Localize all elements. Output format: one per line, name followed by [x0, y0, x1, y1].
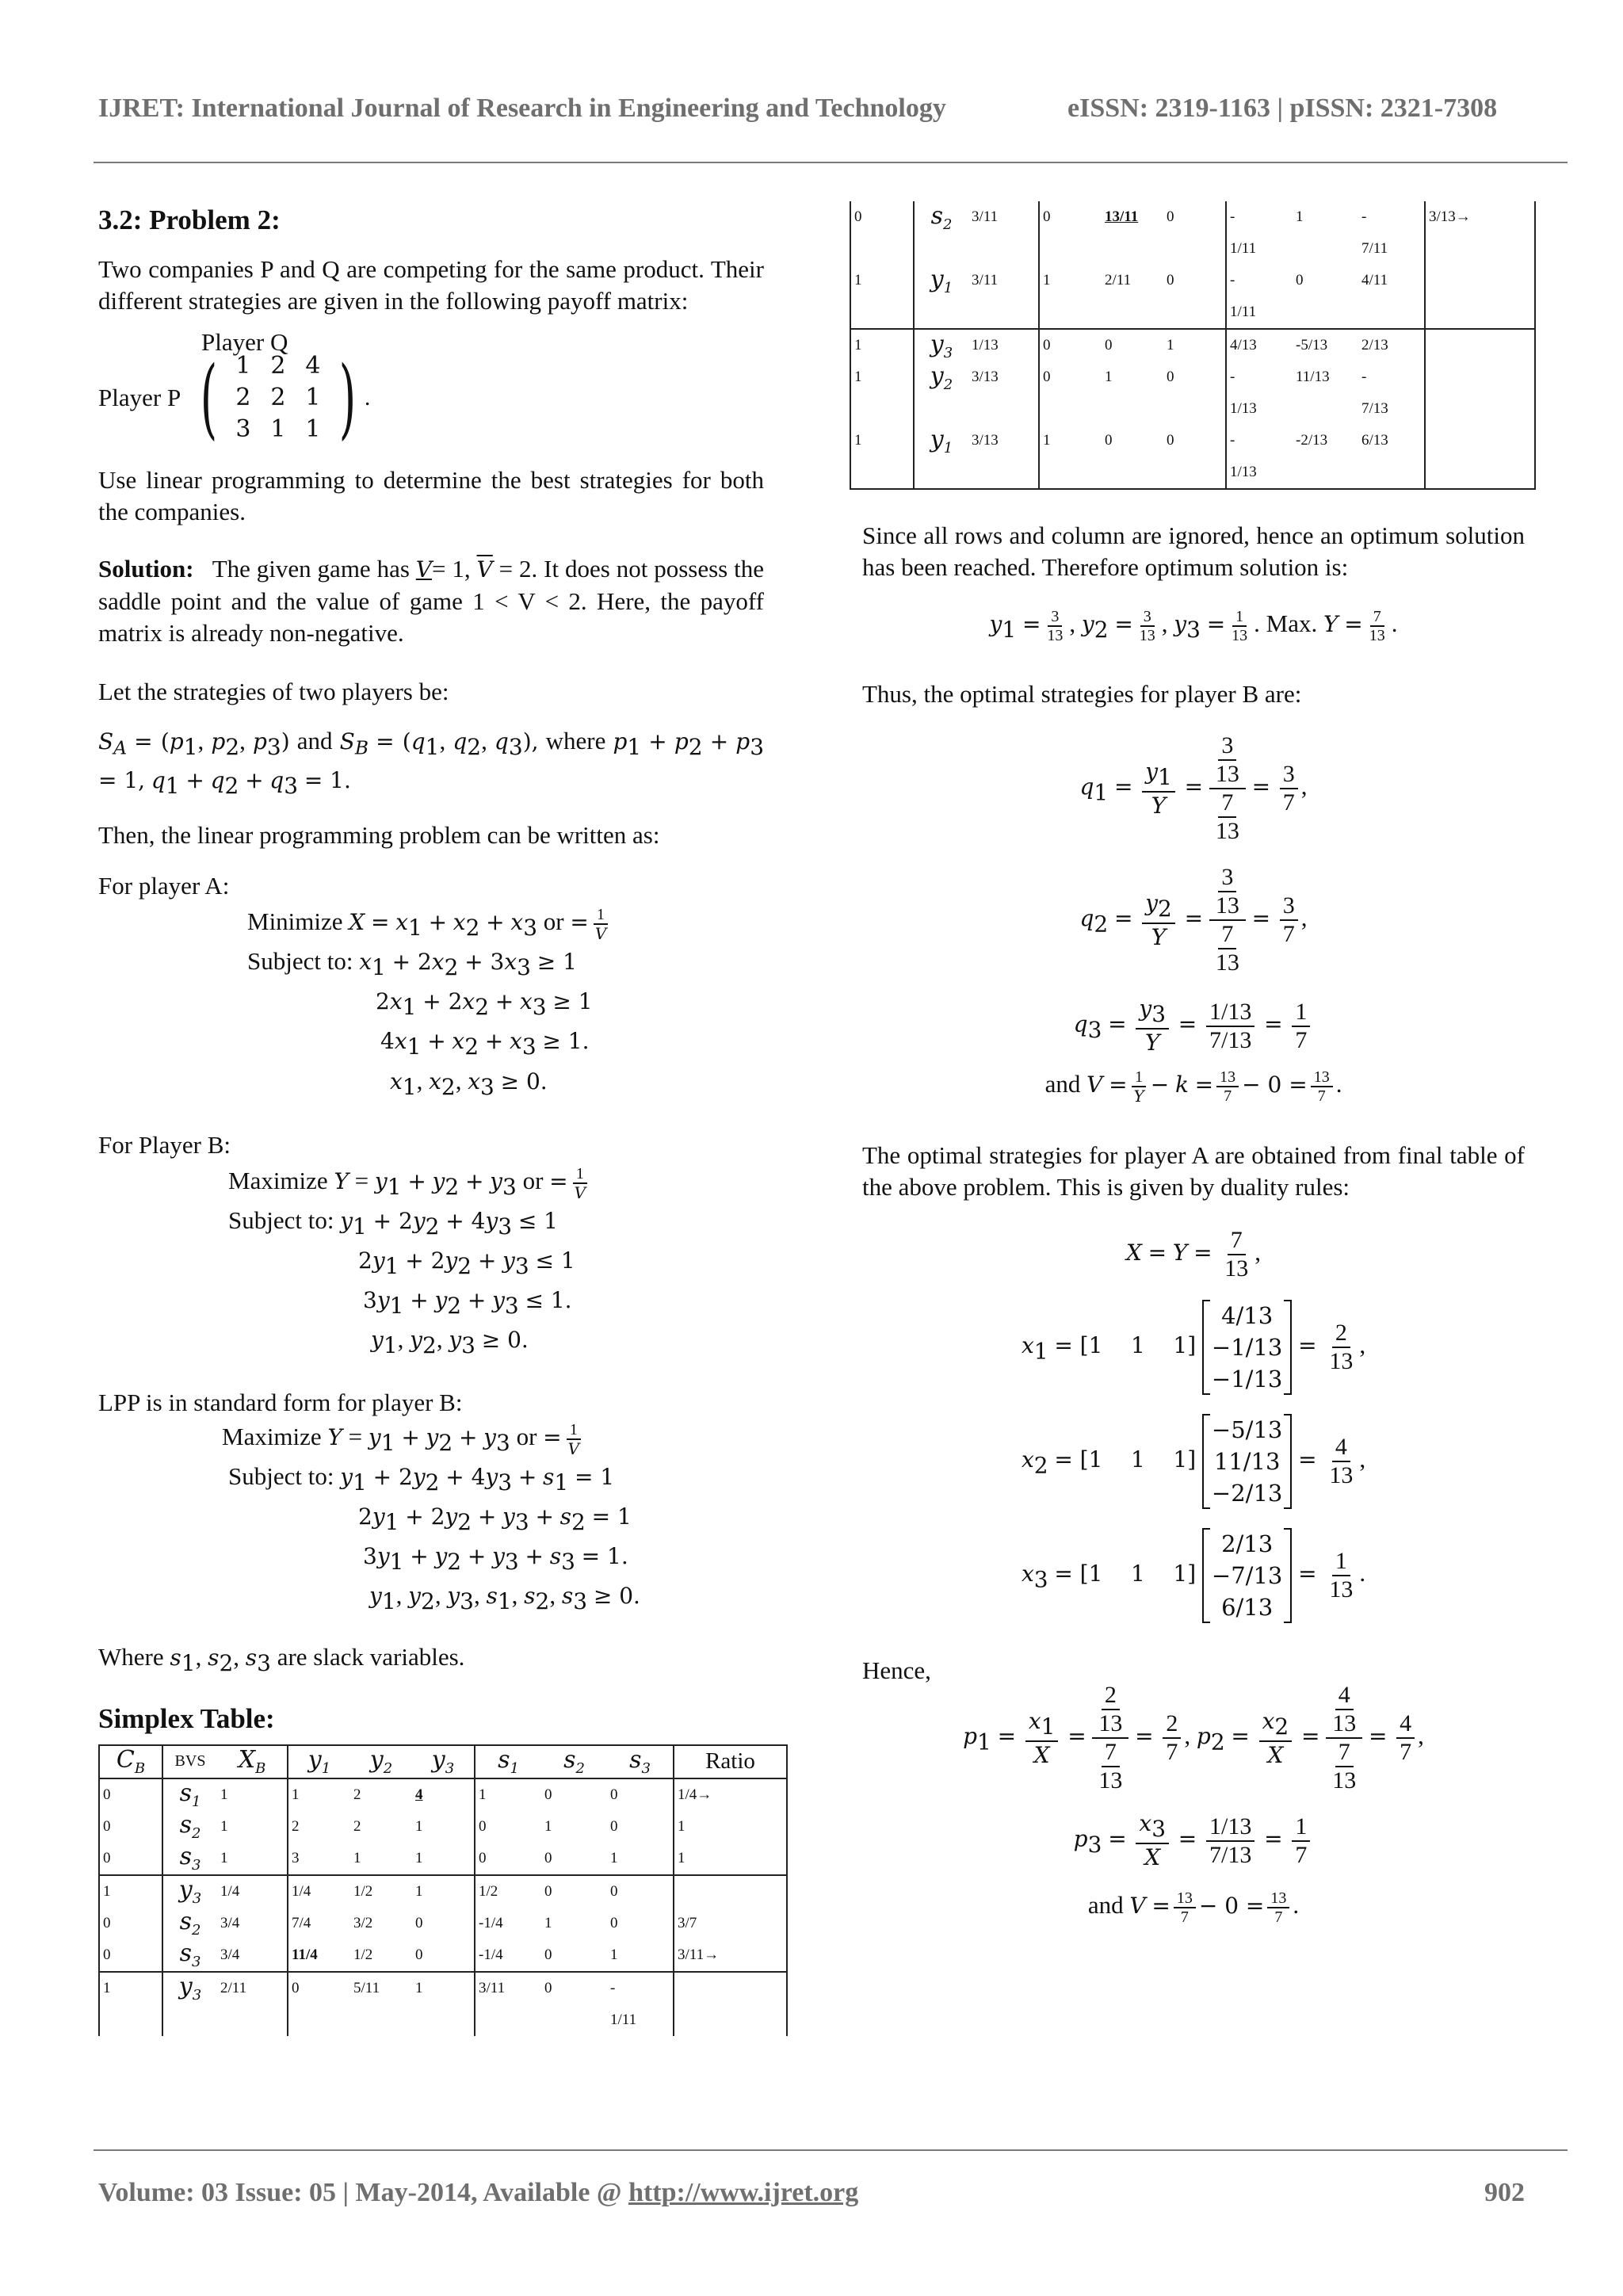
simplex-table-part2: [850, 201, 1536, 490]
header-rule: [94, 162, 1568, 163]
table-row: 0 $s_2$ 3/11 0 13/11 0 - 1 - 3/13→: [850, 201, 1535, 233]
table-row: 1 $y_2$ 3/13 0 1 0 - 11/13 -: [850, 361, 1535, 393]
lpp-intro: Then, the linear programming problem can be written as:: [98, 820, 660, 849]
footer-rule: [94, 2149, 1568, 2151]
table-row: 1 $y_1$ 3/13 1 0 0 - -2/13 6/13: [850, 425, 1535, 457]
solution-paragraph: Solution: The given game has V= 1, $\overline{V} = 2$. It does not possess the saddle point and the value of game 1 < V < 2. Here, the payoff matrix is already non-negative.: [98, 555, 764, 647]
x3-equation: $x_3 = [1$ 1 1] 2/13 −7/13 6/13 = $\frac{1}{13}$ .: [862, 1528, 1525, 1623]
table-row: 0 $s_2$ 1 2 2 1 0 1 0 1: [99, 1811, 787, 1843]
simplex-title: Simplex Table:: [98, 1702, 275, 1734]
player-p-label: Player P: [98, 384, 181, 411]
page-footer: [98, 2178, 1525, 2208]
payoff-matrix-block: [98, 328, 764, 447]
player-q-label: Player Q: [201, 328, 288, 356]
table-row: 1/11: [99, 2004, 787, 2036]
right-column: [854, 201, 1525, 1926]
player-a-lpp: Minimize $X = x_1 + x_2 + x_3$ or = $\frac{1}{V}$ Subject to: $x_1 + 2x_2 + 3x_3 \ge 1$ $2x_1 + 2x_2 + x_3 \ge 1$ $4x_1 + x_2 + x_3 \ge 1$. $x_1$, $x_2$, $x_3 \ge 0$.: [247, 905, 607, 1100]
p3-equation: $p_3$ = $\frac{x_3}{X}$ = $\frac{1/13}{7/13}$ = $\frac{1}{7}$: [862, 1810, 1525, 1871]
journal-title: IJRET: International Journal of Research in Engineering and Technology: [98, 94, 946, 123]
table-row: 0 $s_1$ 1 1 2 4 1 0 0 1/4→: [99, 1778, 787, 1811]
strategies-intro: Let the strategies of two players be:: [98, 678, 449, 705]
q2-equation: $q_2$ = $\frac{y_2}{Y}$ = $\frac{\frac{3}{13}}{\frac{7}{13}}$ = $\frac{3}{7}$ ,: [1079, 864, 1308, 976]
section-title: 3.2: Problem 2:: [98, 204, 281, 235]
optimum-text: Since all rows and column are ignored, hence an optimum solution has been reached. Therefore optimum solution is:: [862, 521, 1525, 581]
table-row: 0 $s_3$ 3/4 11/4 1/2 0 -1/4 0 1 3/11→: [99, 1939, 787, 1972]
p1-p2-equation: $p_1$ = $\frac{x_1}{X}$ = $\frac{\frac{2}{13}}{\frac{7}{13}}$ = $\frac{2}{7}$ , $p_2$ = $\frac{x_2}{X}$ = $\frac{\frac{4}{13}}{\frac{7}{13}}$ = $\frac{4}{7}$ ,: [963, 1682, 1424, 1794]
q1-equation: $q_1$ = $\frac{y_1}{Y}$ = $\frac{\frac{3}{13}}{\frac{7}{13}}$ = $\frac{3}{7}$ ,: [1079, 732, 1308, 845]
player-b-label: For Player B:: [98, 1130, 231, 1159]
table-row: 0 $s_3$ 1 3 1 1 0 0 1 1: [99, 1843, 787, 1875]
x-equals-y: X = Y = $\frac{7}{13}$ ,: [1125, 1227, 1262, 1282]
table-row: 1 $y_3$ 1/13 0 0 1 4/13 -5/13 2/13: [850, 329, 1535, 361]
simplex-table-part1: [98, 1744, 788, 2036]
x2-equation: $x_2 = [1$ 1 1] −5/13 11/13 −2/13 = $\frac{4}{13}$ ,: [862, 1414, 1525, 1509]
table-row: 1/11: [850, 296, 1535, 329]
player-a-label: For player A:: [98, 871, 230, 900]
q3-equation: $q_3$ = $\frac{y_3}{Y}$ = $\frac{1/13}{7/13}$ = $\frac{1}{7}$: [862, 995, 1525, 1056]
left-column: [98, 200, 764, 2036]
simplex-header-row: $C_B$ BVS $X_B$ $y_1$ $y_2$ $y_3$ $s_1$ $s_2$ $s_3$ Ratio: [99, 1745, 787, 1778]
v-final-equation: and V = $\frac{13}{7}$ − 0 = $\frac{13}{7}$ .: [1087, 1889, 1300, 1926]
page-number: 902: [1484, 2178, 1525, 2207]
table-row: 1 $y_3$ 1/4 1/4 1/2 1 1/2 0 0: [99, 1875, 787, 1908]
slack-note: Where $s_1$, $s_2$, $s_3$ are slack variables.: [98, 1642, 465, 1676]
standard-form-lpp: Maximize $Y = y_1 + y_2 + y_3$ or = $\frac{1}{V}$ Subject to: $y_1 + 2y_2 + 4y_3 + s_1 = 1$ $2y_1 + 2y_2 + y_3 + s_2 = 1$ $3y_1 + y_2 + y_3 + s_3 = 1$. $y_1$, $y_2$, $y_3$, $s_1$, $s_2$, $s_3 \ge 0$.: [222, 1420, 640, 1615]
payoff-matrix: ( 1 2 4 2 2 1 3 1 1 ) .: [200, 347, 371, 449]
optimal-a-text: The optimal strategies for player A are obtained from final table of the above problem. This is given by duality rules:: [862, 1141, 1525, 1201]
hence-text: Hence,: [862, 1656, 931, 1685]
journal-link[interactable]: http://www.ijret.org: [628, 2178, 859, 2207]
problem-intro: Two companies P and Q are competing for the same product. Their different strategies are given in the following payoff matrix:: [98, 255, 764, 315]
table-row: 1 $y_1$ 3/11 1 2/11 0 - 0 4/11: [850, 265, 1535, 296]
optimum-solution: $y_1$ = $\frac{3}{13}$ , $y_2$ = $\frac{3}{13}$ , $y_3$ = $\frac{1}{13}$ . Max. Y = $\frac{7}{13}$ .: [989, 607, 1398, 644]
strategy-definitions: $S_A = (p_1$, $p_2$, $p_3$) and $S_B = (q_1$, $q_2$, $q_3$), where $p_1 + p_2 + p_3 = 1$, $q_1 + q_2 + q_3 = 1$.: [98, 727, 765, 799]
optimal-b-text: Thus, the optimal strategies for player B are:: [862, 680, 1302, 709]
issn: eISSN: 2319-1163 | pISSN: 2321-7308: [1067, 94, 1498, 123]
table-row: 1/13 7/13: [850, 393, 1535, 425]
table-row: 1 $y_3$ 2/11 0 5/11 1 3/11 0 -: [99, 1972, 787, 2004]
player-b-lpp: Maximize $Y = y_1 + y_2 + y_3$ or = $\frac{1}{V}$ Subject to: $y_1 + 2y_2 + 4y_3 \le 1$ $2y_1 + 2y_2 + y_3 \le 1$ $3y_1 + y_2 + y_3 \le 1$. $y_1$, $y_2$, $y_3 \ge 0$.: [228, 1164, 586, 1359]
table-row: 1/11 7/11: [850, 233, 1535, 265]
table-row: 1/13: [850, 457, 1535, 489]
standard-form-label: LPP is in standard form for player B:: [98, 1388, 463, 1416]
x1-equation: $x_1 = [1$ 1 1] 4/13 −1/13 −1/13 = $\frac{2}{13}$ ,: [862, 1300, 1525, 1395]
task-text: Use linear programming to determine the best strategies for both the companies.: [98, 466, 764, 525]
table-row: 0 $s_2$ 3/4 7/4 3/2 0 -1/4 1 0 3/7: [99, 1908, 787, 1939]
v-equation: and V = $\frac{1}{Y}$ − k = $\frac{13}{7}$ − 0 = $\frac{13}{7}$ .: [1044, 1068, 1342, 1106]
volume-info: Volume: 03 Issue: 05 | May-2014, Available @: [98, 2178, 622, 2207]
